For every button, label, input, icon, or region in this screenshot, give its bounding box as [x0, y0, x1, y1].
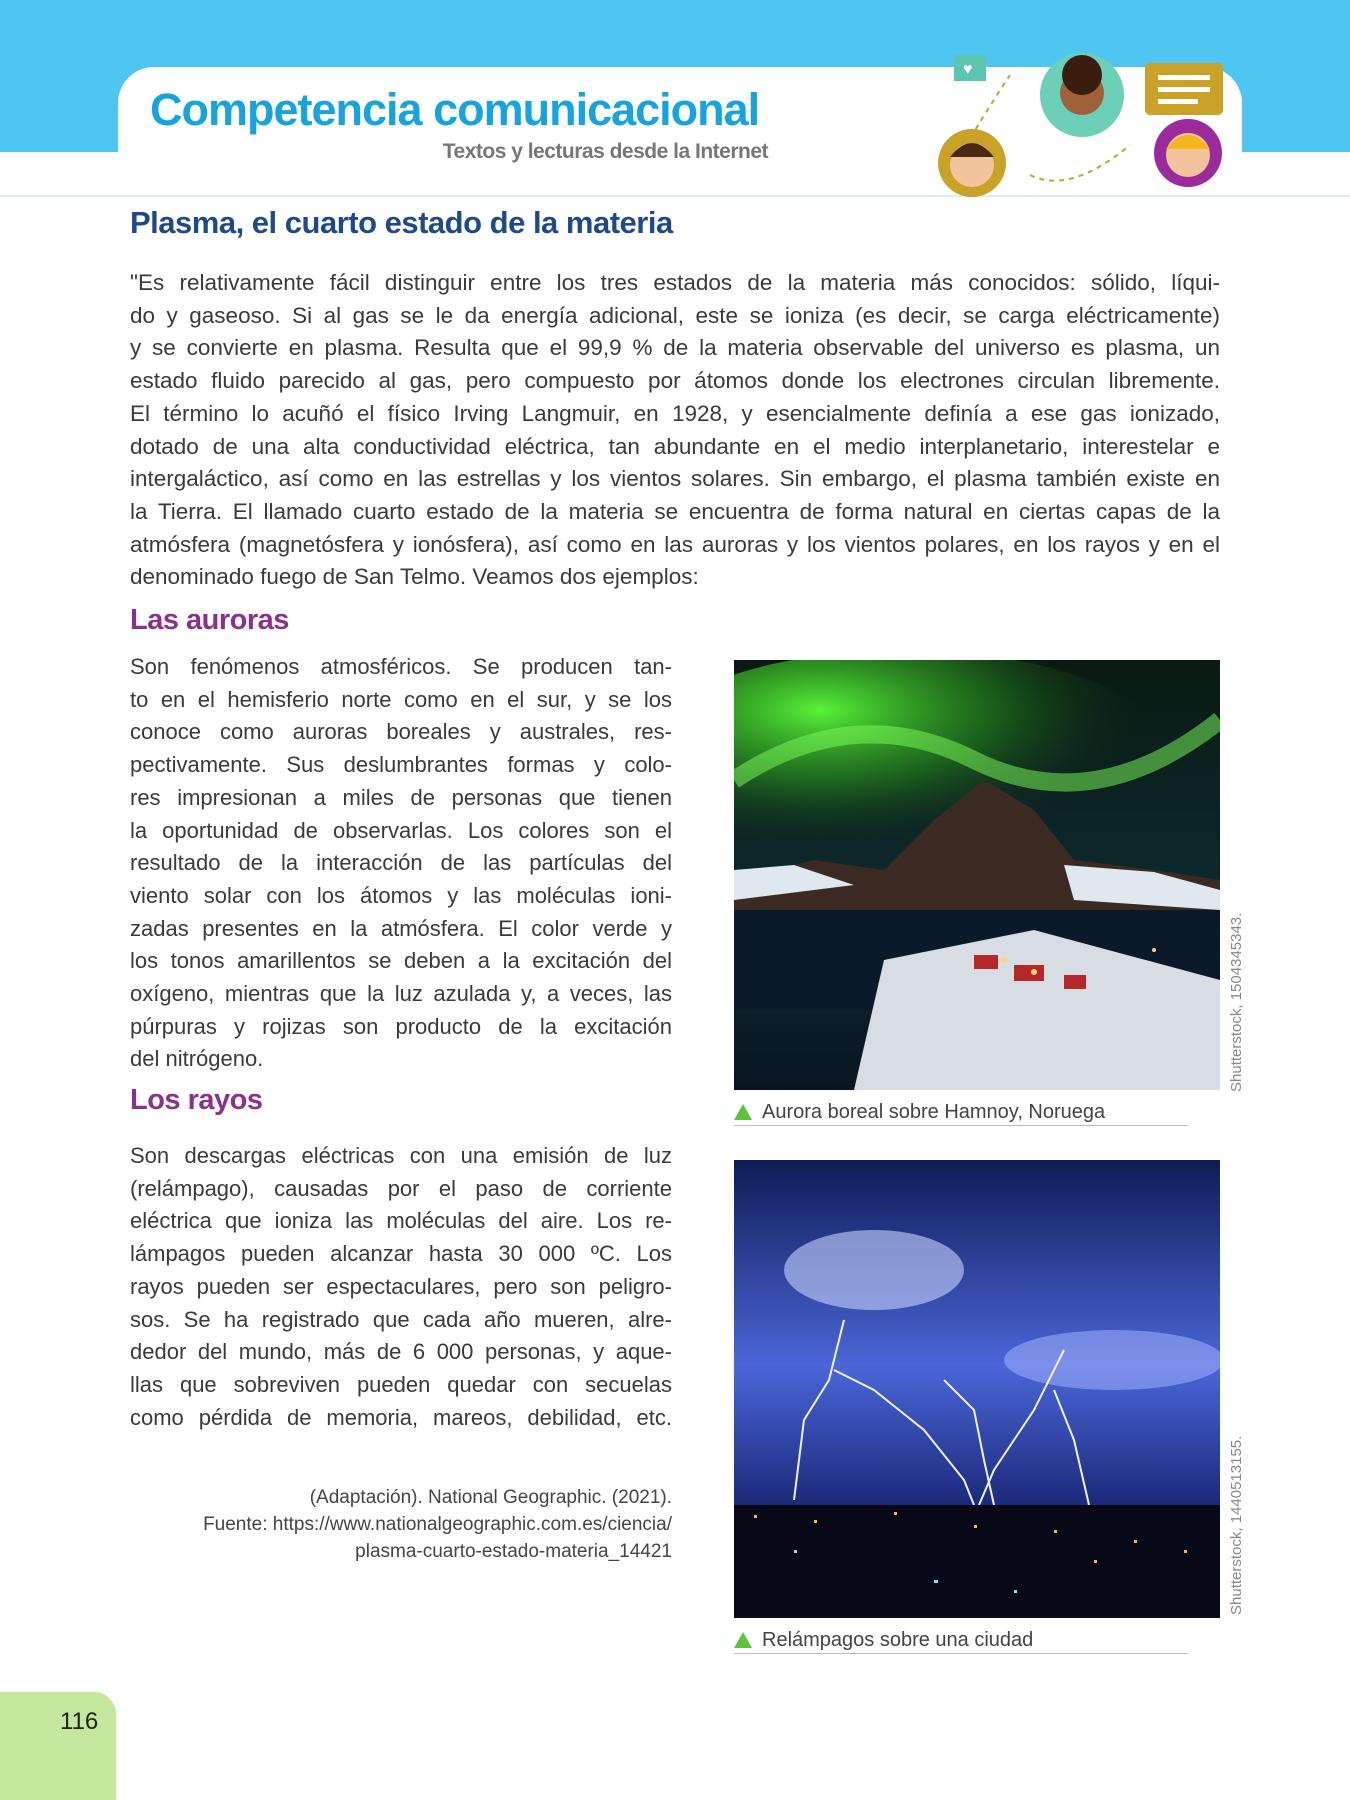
- photo-credit: Shutterstock, 1504345343.: [1228, 912, 1245, 1092]
- heading-rayos: Los rayos: [130, 1084, 263, 1116]
- lightning-photo: [734, 1160, 1220, 1618]
- section-title: Competencia comunicacional: [150, 84, 760, 135]
- text-line: sos. Se ha registrado que cada año mueren, alre-: [130, 1306, 672, 1332]
- photo-credit: Shutterstock, 1440513155.: [1228, 1435, 1245, 1615]
- text-line: los tonos amarillentos se deben a la excitación del: [130, 948, 672, 974]
- citation-link[interactable]: plasma-cuarto-estado-materia_14421: [355, 1541, 672, 1562]
- text-line: pectivamente. Sus deslumbrantes formas y colo-: [130, 752, 672, 778]
- text-line: dedor del mundo, más de 6 000 personas, y aque-: [130, 1339, 672, 1365]
- text-line: eléctrica que ioniza las moléculas del aire. Los re-: [130, 1208, 672, 1234]
- text-line: Son descargas eléctricas con una emisión de luz: [130, 1143, 672, 1168]
- text-line: to en el hemisferio norte como en el sur, y se los: [130, 686, 672, 712]
- text-line: do y gaseoso. Si al gas se le da energía adicional, este se ioniza (es decir, se carga eléctricamente): [130, 302, 1220, 328]
- text-line: lámpagos pueden alcanzar hasta 30 000 ºC. Los: [130, 1241, 672, 1267]
- intro-paragraph: [130, 267, 1220, 594]
- figure-caption: [734, 1628, 1188, 1654]
- text-line: rayos pueden ser espectaculares, pero son peligro-: [130, 1273, 672, 1299]
- caption-text: Aurora boreal sobre Hamnoy, Noruega: [762, 1101, 1106, 1123]
- page-number-tab: [0, 1692, 116, 1800]
- svg-text:♥: ♥: [963, 61, 973, 78]
- caption-text: Relámpagos sobre una ciudad: [762, 1629, 1034, 1651]
- text-line: y se convierte en plasma. Resulta que el 99,9 % de la materia observable del universo es plasma, un: [130, 335, 1220, 361]
- text-line: zadas presentes en la atmósfera. El color verde y: [130, 915, 672, 941]
- text-line: (relámpago), causadas por el paso de corriente: [130, 1175, 672, 1201]
- rayos-paragraph: [130, 1140, 672, 1434]
- text-line: El término lo acuñó el físico Irving Langmuir, en 1928, y esencialmente definía a ese gas ionizado,: [130, 400, 1220, 426]
- text-line: estado fluido parecido al gas, pero compuesto por átomos donde los electrones circulan libremente.: [130, 368, 1220, 394]
- text-line: púrpuras y rojizas son producto de la excitación: [130, 1013, 672, 1039]
- heading-auroras: Las auroras: [130, 604, 289, 636]
- citation-line: (Adaptación). National Geographic. (2021).: [309, 1487, 672, 1508]
- text-line: conoce como auroras boreales y australes, res-: [130, 719, 672, 745]
- text-line: dotado de una alta conductividad eléctrica, tan abundante en el medio interplanetario, interestelar e: [130, 433, 1220, 459]
- section-subtitle: Textos y lecturas desde la Internet: [442, 140, 768, 163]
- text-line: res impresionan a miles de personas que tienen: [130, 784, 672, 810]
- figure-caption: [734, 1100, 1188, 1126]
- text-line: intergaláctico, así como en las estrellas y los vientos solares. Sin embargo, el plasma también existe en: [130, 466, 1220, 492]
- text-line: denominado fuego de San Telmo. Veamos dos ejemplos:: [130, 564, 699, 590]
- text-line: "Es relativamente fácil distinguir entre los tres estados de la materia más conocidos: sólido, líqui-: [130, 270, 1220, 295]
- text-line: la oportunidad de observarlas. Los colores son el: [130, 817, 672, 843]
- citation-link[interactable]: Fuente: https://www.nationalgeographic.com.es/ciencia/: [203, 1514, 672, 1535]
- text-line: oxígeno, mientras que la luz azulada y, a veces, las: [130, 981, 672, 1007]
- text-line: viento solar con los átomos y las moléculas ioni-: [130, 882, 672, 908]
- text-line: la Tierra. El llamado cuarto estado de la materia se encuentra de forma natural en ciertas capas de la: [130, 498, 1220, 524]
- triangle-bullet-icon: [734, 1632, 752, 1648]
- article-title: Plasma, el cuarto estado de la materia: [130, 205, 673, 240]
- aurora-photo: [734, 660, 1220, 1090]
- kids-illustration-icon: [930, 45, 1230, 205]
- triangle-bullet-icon: [734, 1104, 752, 1120]
- text-line: atmósfera (magnetósfera y ionósfera), así como en las auroras y los vientos polares, en los rayos y en el: [130, 531, 1220, 557]
- citation: [203, 1484, 672, 1565]
- text-line: llas que sobreviven pueden quedar con secuelas: [130, 1371, 672, 1397]
- text-line: Son fenómenos atmosféricos. Se producen tan-: [130, 654, 672, 679]
- text-line: del nitrógeno.: [130, 1046, 264, 1072]
- text-line: como pérdida de memoria, mareos, debilidad, etc.: [130, 1404, 672, 1430]
- text-line: resultado de la interacción de las partículas del: [130, 850, 672, 876]
- auroras-paragraph: [130, 651, 672, 1076]
- page-number: 116: [60, 1708, 99, 1735]
